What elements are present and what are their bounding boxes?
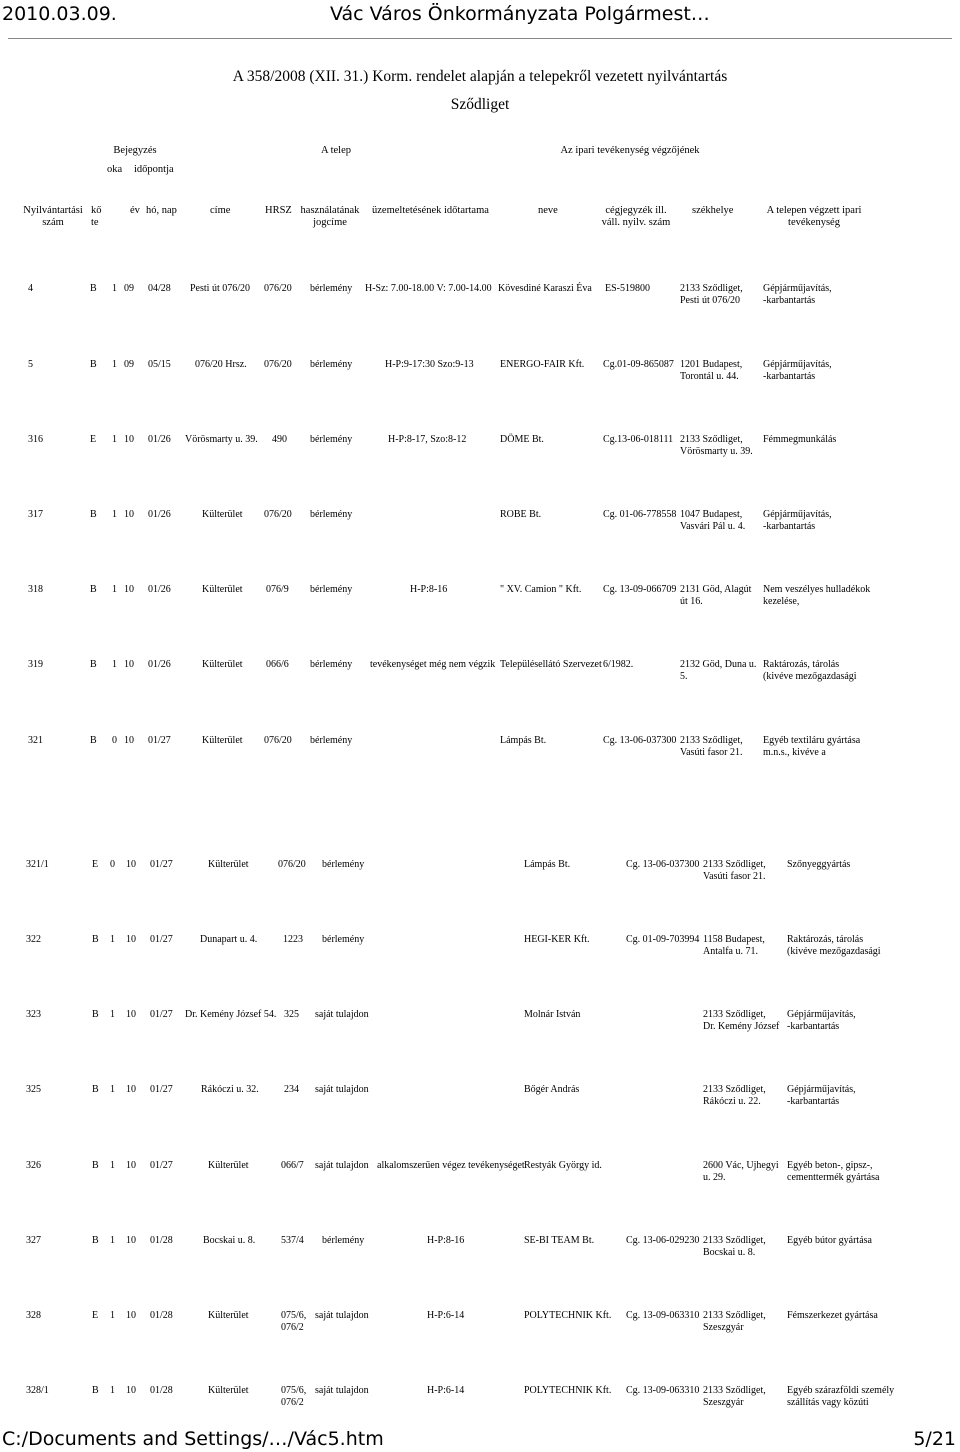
cell-jogcim: bérlemény [310,509,353,520]
cell-ev: 10 [124,584,134,595]
cell-jogcim: bérlemény [310,359,353,370]
col-ev: év [130,205,140,216]
cell-date: 01/27 [150,1009,173,1020]
cell-num: 317 [28,509,43,520]
col-szekhely: székhelye [692,205,734,216]
col-cime: címe [210,205,231,216]
cell-hrsz: 066/6 [266,659,289,670]
cell-neve: HEGI-KER Kft. [524,934,590,945]
table-row [0,509,960,569]
cell-num: 328 [26,1310,41,1321]
cell-date: 01/28 [150,1310,173,1321]
cell-hrsz: 076/9 [266,584,289,595]
cell-cim: Vörösmarty u. 39. [185,434,258,445]
window-title: Vác Város Önkormányzata Polgármest… [330,3,710,25]
cell-te: 1 [110,1385,115,1396]
cell-te: 1 [112,283,117,294]
cell-neve: Településellátó Szervezet [500,659,602,670]
table-row [0,584,960,644]
cell-num: 4 [28,283,33,294]
cell-tevekenyseg: Gépjárműjavítás, -karbantartás [763,359,832,382]
cell-ko: B [90,735,97,746]
cell-szekhely: 2132 Göd, Duna u. 5. [680,659,757,682]
cell-idotartam: H-P:6-14 [427,1385,465,1396]
cell-jogcim: bérlemény [310,735,353,746]
cell-ev: 09 [124,283,134,294]
cell-szekhely: 2133 Sződliget, Vörösmarty u. 39. [680,434,753,457]
table-row [0,1235,960,1295]
cell-idotartam: tevékenységet még nem végzik [370,659,496,670]
cell-num: 321/1 [26,859,49,870]
cell-cegjegyzek: ES-519800 [605,283,650,294]
cell-tevekenyseg: Egyéb szárazföldi személy szállítás vagy közúti [787,1385,895,1408]
cell-neve: SE-BI TEAM Bt. [524,1235,595,1246]
cell-ko: B [92,1385,99,1396]
table-row [0,735,960,795]
cell-jogcim: saját tulajdon [315,1385,369,1396]
cell-tevekenyseg: Raktározás, tárolás (kivéve mezőgazdasági [787,934,881,957]
header-divider [8,38,952,39]
cell-tevekenyseg: Egyéb bútor gyártása [787,1235,872,1246]
cell-jogcim: bérlemény [322,1235,365,1246]
cell-ko: B [90,659,97,670]
cell-num: 5 [28,359,33,370]
cell-num: 322 [26,934,41,945]
cell-ko: B [90,509,97,520]
cell-ko: E [92,859,99,870]
cell-cegjegyzek: Cg. 13-09-063310 [626,1385,700,1396]
cell-cim: Dunapart u. 4. [200,934,258,945]
cell-szekhely: 2133 Sződliget, Bocskai u. 8. [703,1235,766,1258]
cell-ev: 10 [126,859,136,870]
cell-szekhely: 2133 Sződliget, Szeszgyár [703,1310,766,1333]
cell-cim: Külterület [202,509,243,520]
cell-num: 323 [26,1009,41,1020]
cell-date: 01/26 [148,659,171,670]
cell-cegjegyzek: Cg. 13-06-037300 [603,735,677,746]
cell-jogcim: bérlemény [310,659,353,670]
cell-neve: Restyák György id. [524,1160,602,1171]
col-uzemeltetes: üzemeltetésének időtartama [372,205,489,216]
col-ho-nap: hó, nap [146,205,177,216]
cell-tevekenyseg: Gépjárműjavítás, -karbantartás [763,509,832,532]
cell-idotartam: H-P:8-16 [427,1235,465,1246]
cell-num: 316 [28,434,43,445]
cell-num: 319 [28,659,43,670]
cell-cegjegyzek: Cg. 13-09-063310 [626,1310,700,1321]
cell-neve: Bőgér András [524,1084,580,1095]
cell-cim: Bocskai u. 8. [203,1235,256,1246]
cell-te: 1 [110,1160,115,1171]
cell-te: 1 [110,1084,115,1095]
cell-hrsz: 066/7 [281,1160,304,1171]
cell-szekhely: 1047 Budapest, Vasvári Pál u. 4. [680,509,746,532]
group-idopontja: időpontja [134,164,174,175]
cell-idotartam: H-P:8-17, Szo:8-12 [388,434,467,445]
cell-hrsz: 234 [284,1084,299,1095]
cell-cegjegyzek: 6/1982. [603,659,634,670]
cell-hrsz: 490 [272,434,287,445]
cell-hrsz: 1223 [283,934,303,945]
cell-jogcim: saját tulajdon [315,1160,369,1171]
cell-num: 326 [26,1160,41,1171]
cell-te: 1 [112,359,117,370]
cell-jogcim: saját tulajdon [315,1310,369,1321]
col-ko: kő te [91,205,102,228]
cell-tevekenyseg: Gépjárműjavítás, -karbantartás [787,1084,856,1107]
cell-idotartam: H-P:6-14 [427,1310,465,1321]
cell-ko: B [92,1009,99,1020]
table-row [0,859,960,919]
cell-jogcim: bérlemény [322,859,365,870]
cell-jogcim: bérlemény [322,934,365,945]
cell-cim: Külterület [208,859,249,870]
cell-ko: B [92,1235,99,1246]
cell-ko: B [90,359,97,370]
cell-tevekenyseg: Nem veszélyes hulladékok kezelése, [763,584,871,607]
cell-ko: E [92,1310,99,1321]
cell-ko: E [90,434,97,445]
cell-hrsz: 325 [284,1009,299,1020]
cell-te: 1 [112,509,117,520]
cell-ko: B [90,584,97,595]
cell-cegjegyzek: Cg. 13-06-029230 [626,1235,700,1246]
cell-szekhely: 1158 Budapest, Antalfa u. 71. [703,934,765,957]
cell-cim: Külterület [208,1310,249,1321]
cell-hrsz: 076/20 [264,283,292,294]
cell-ev: 10 [126,1310,136,1321]
col-cegjegyzek: cégjegyzék ill. váll. nyilv. szám [601,205,671,228]
cell-hrsz: 075/6, 076/2 [281,1385,307,1408]
group-ipari: Az ipari tevékenység végzőjének [560,145,700,156]
col-hrsz: HRSZ [265,205,292,216]
cell-neve: ROBE Bt. [500,509,542,520]
cell-te: 0 [110,859,115,870]
cell-ev: 10 [126,1009,136,1020]
group-bejegyzes: Bejegyzés [113,145,157,156]
cell-ev: 10 [124,659,134,670]
cell-cegjegyzek: Cg.13-06-018111 [603,434,674,445]
cell-num: 325 [26,1084,41,1095]
cell-cegjegyzek: Cg.01-09-865087 [603,359,674,370]
cell-szekhely: 2133 Sződliget, Pesti út 076/20 [680,283,743,306]
cell-neve: Lámpás Bt. [524,859,571,870]
cell-cim: Külterület [202,584,243,595]
document-subtitle: Sződliget [450,96,510,113]
cell-te: 1 [110,1009,115,1020]
table-row [0,434,960,494]
page-number: 5/21 [913,1428,956,1450]
cell-tevekenyseg: Gépjárműjavítás, -karbantartás [787,1009,856,1032]
cell-neve: POLYTECHNIK Kft. [524,1310,612,1321]
cell-jogcim: bérlemény [310,283,353,294]
cell-num: 321 [28,735,43,746]
cell-ev: 10 [124,735,134,746]
file-path: C:/Documents and Settings/…/Vác5.htm [2,1428,384,1450]
cell-hrsz: 076/20 [278,859,306,870]
table-row [0,1009,960,1069]
cell-szekhely: 2133 Sződliget, Rákóczi u. 22. [703,1084,766,1107]
cell-date: 01/28 [150,1235,173,1246]
cell-cegjegyzek: Cg. 01-06-778558 [603,509,677,520]
cell-cegjegyzek: Cg. 13-09-066709 [603,584,677,595]
cell-num: 327 [26,1235,41,1246]
cell-ko: B [92,1160,99,1171]
cell-tevekenyseg: Szőnyeggyártás [787,859,851,870]
cell-neve: POLYTECHNIK Kft. [524,1385,612,1396]
cell-tevekenyseg: Raktározás, tárolás (kivéve mezőgazdasági [763,659,857,682]
cell-ev: 10 [126,1385,136,1396]
table-row [0,934,960,994]
cell-date: 01/27 [150,859,173,870]
cell-szekhely: 2133 Sződliget, Dr. Kemény József [703,1009,780,1032]
cell-szekhely: 2133 Sződliget, Vasúti fasor 21. [703,859,766,882]
cell-neve: Molnár István [524,1009,581,1020]
col-nyilvantartasi: Nyilvántartási szám [23,205,83,228]
cell-cegjegyzek: Cg. 01-09-703994 [626,934,700,945]
cell-cim: Külterület [208,1385,249,1396]
cell-cim: Rákóczi u. 32. [201,1084,259,1095]
cell-te: 1 [110,934,115,945]
cell-idotartam: H-Sz: 7.00-18.00 V: 7.00-14.00 [365,283,492,294]
cell-date: 04/28 [148,283,171,294]
cell-ko: B [90,283,97,294]
cell-date: 01/26 [148,509,171,520]
cell-neve: Lámpás Bt. [500,735,547,746]
cell-num: 318 [28,584,43,595]
cell-neve: Kövesdiné Karaszi Éva [498,283,592,294]
cell-jogcim: bérlemény [310,584,353,595]
table-row [0,1160,960,1220]
cell-cegjegyzek: Cg. 13-06-037300 [626,859,700,870]
cell-hrsz: 076/20 [264,359,292,370]
cell-ev: 10 [124,509,134,520]
cell-neve: " XV. Camion " Kft. [500,584,582,595]
cell-ev: 10 [126,934,136,945]
print-date: 2010.03.09. [2,3,117,25]
cell-te: 1 [110,1235,115,1246]
group-telep: A telep [320,145,352,156]
cell-num: 328/1 [26,1385,49,1396]
cell-neve: DÖME Bt. [500,434,544,445]
cell-cim: Dr. Kemény József 54. [185,1009,277,1020]
table-row [0,283,960,343]
cell-ev: 10 [126,1084,136,1095]
cell-idotartam: H-P:9-17:30 Szo:9-13 [385,359,474,370]
cell-ko: B [92,934,99,945]
cell-ev: 09 [124,359,134,370]
col-hasznalat: használatának jogcíme [300,205,360,228]
cell-date: 01/26 [148,434,171,445]
cell-idotartam: H-P:8-16 [410,584,448,595]
cell-jogcim: bérlemény [310,434,353,445]
cell-hrsz: 076/20 [264,509,292,520]
cell-date: 05/15 [148,359,171,370]
table-row [0,659,960,719]
cell-date: 01/28 [150,1385,173,1396]
cell-szekhely: 2131 Göd, Alagút út 16. [680,584,752,607]
cell-date: 01/27 [150,934,173,945]
table-row [0,1310,960,1370]
cell-te: 0 [112,735,117,746]
cell-szekhely: 1201 Budapest, Torontál u. 44. [680,359,743,382]
cell-ev: 10 [124,434,134,445]
cell-szekhely: 2133 Sződliget, Vasúti fasor 21. [680,735,743,758]
cell-jogcim: saját tulajdon [315,1009,369,1020]
cell-hrsz: 537/4 [281,1235,304,1246]
cell-cim: 076/20 Hrsz. [195,359,247,370]
cell-neve: ENERGO-FAIR Kft. [500,359,585,370]
cell-cim: Külterület [202,735,243,746]
cell-szekhely: 2600 Vác, Ujhegyi u. 29. [703,1160,779,1183]
cell-te: 1 [112,434,117,445]
cell-cim: Külterület [202,659,243,670]
col-tevekenyseg: A telepen végzett ipari tevékenység [766,205,862,228]
cell-ev: 10 [126,1235,136,1246]
document-title: A 358/2008 (XII. 31.) Korm. rendelet alapján a telepekről vezetett nyilvántartás [232,68,728,85]
cell-szekhely: 2133 Sződliget, Szeszgyár [703,1385,766,1408]
cell-tevekenyseg: Gépjárműjavítás, -karbantartás [763,283,832,306]
cell-jogcim: saját tulajdon [315,1084,369,1095]
cell-date: 01/26 [148,584,171,595]
cell-tevekenyseg: Egyéb textiláru gyártása m.n.s., kivéve a [763,735,861,758]
cell-tevekenyseg: Fémmegmunkálás [763,434,837,445]
cell-hrsz: 076/20 [264,735,292,746]
cell-ko: B [92,1084,99,1095]
table-row [0,1084,960,1144]
cell-cim: Külterület [208,1160,249,1171]
group-oka: oka [107,164,123,175]
cell-date: 01/27 [150,1084,173,1095]
cell-te: 1 [112,659,117,670]
cell-te: 1 [112,584,117,595]
cell-tevekenyseg: Egyéb beton-, gipsz-, cementtermék gyártása [787,1160,880,1183]
cell-cim: Pesti út 076/20 [190,283,251,294]
cell-hrsz: 075/6, 076/2 [281,1310,307,1333]
cell-tevekenyseg: Fémszerkezet gyártása [787,1310,878,1321]
table-row [0,359,960,419]
col-neve: neve [538,205,558,216]
cell-ev: 10 [126,1160,136,1171]
cell-idotartam: alkalomszerűen végez tevékenységet [377,1160,525,1171]
cell-date: 01/27 [150,1160,173,1171]
cell-date: 01/27 [148,735,171,746]
cell-te: 1 [110,1310,115,1321]
